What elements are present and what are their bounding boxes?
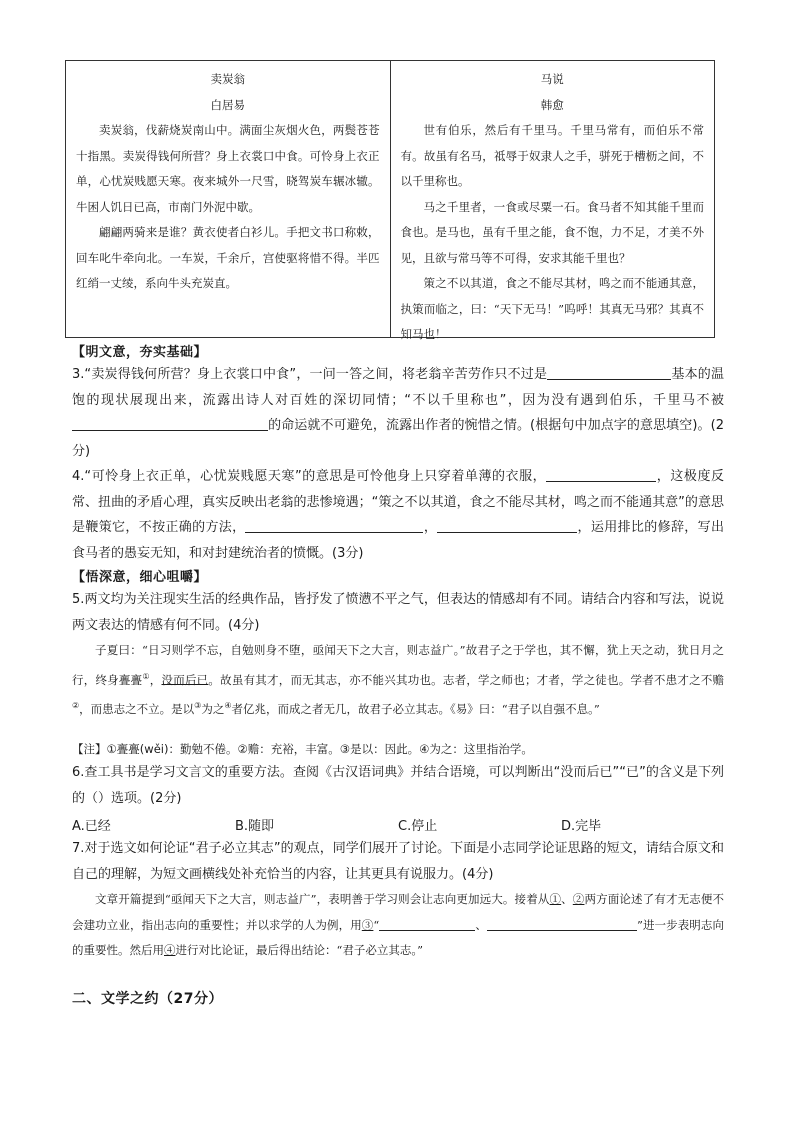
poem-mashuo bbox=[391, 61, 715, 341]
poem-author: 白居易 bbox=[210, 97, 245, 112]
passage-text: 为之 bbox=[201, 701, 225, 716]
answer-blank[interactable] bbox=[547, 365, 671, 380]
question-7-passage bbox=[72, 887, 724, 964]
option-a[interactable]: A.已经 bbox=[72, 819, 111, 834]
passage-text: 文章开篇提到“亟闻天下之大言，则志益广”，表明善于学习则会让志向更加远大。接着从 bbox=[95, 892, 550, 906]
answer-blank[interactable] bbox=[72, 416, 268, 431]
footnote-list: 【注】①亹亹(wěi)：勤勉不倦。②赡：充裕，丰富。③是以：因此。④为之：这里指治学。 bbox=[72, 742, 533, 756]
poem-author: 韩愈 bbox=[540, 97, 564, 112]
underlined-mark: ③ bbox=[361, 917, 374, 932]
passage-text: 。故虽有其才，而无其志，亦不能兴其功也。志者，学之师也；才者，学之徒也。学者不患才之不赡 bbox=[208, 672, 725, 687]
poem-paragraph: 策之不以其道，食之不能尽其材，鸣之而不能通其意，执策而临之，曰：“天下无马！”呜呼！其真无马邪？其真不知马也！ bbox=[400, 276, 704, 341]
question-text: ，运用排比的修辞，写出食马者的愚妄无知，和对封建统治者的愤慨。(3分) bbox=[72, 520, 724, 561]
poem-maitanweng bbox=[66, 61, 391, 337]
answer-blank[interactable] bbox=[487, 916, 637, 931]
passage-text: 子夏曰：“日习则学不忘，自勉则身不堕，亟闻天下之大言，则志益广。”故君子之于学也，其不懈，犹上天之动，犹日月之行，终身 bbox=[72, 643, 724, 687]
answer-blank[interactable] bbox=[546, 467, 656, 482]
answer-blank[interactable] bbox=[379, 916, 475, 931]
passage-text: 进行对比论证，最后得出结论：“君子必立其志。” bbox=[175, 943, 424, 957]
footnote-mark: ④ bbox=[224, 700, 232, 710]
question-text: 基本的温饱的现状展现出来，流露出诗人对百姓的深切同情；“不以千里称也”，因为没有遇到伯乐，千里马不被 bbox=[72, 367, 724, 408]
poem-title: 马说 bbox=[540, 72, 564, 86]
poem-paragraph: 世有伯乐，然后有千里马。千里马常有，而伯乐不常有。故虽有名马，祗辱于奴隶人之手，骈死于槽枥之间，不以千里称也。 bbox=[400, 123, 704, 188]
question-5: 5.两文均为关注现实生活的经典作品，皆抒发了愤懑不平之气，但表达的情感却有不同。请结合内容和写法，说说两文表达的情感有何不同。(4分) bbox=[72, 592, 724, 633]
option-b[interactable]: B.随即 bbox=[235, 819, 275, 834]
passage-text: ，而患志之不立。是以 bbox=[79, 701, 195, 716]
classical-passage bbox=[72, 638, 724, 722]
underlined-mark: ④ bbox=[164, 943, 176, 957]
question-text: 的命运就不可避免，流露出作者的惋惜之情。(根据句中加点字的意思填空)。(2分) bbox=[72, 418, 724, 459]
question-3 bbox=[72, 362, 724, 464]
underlined-mark: ② bbox=[572, 892, 585, 906]
passage-text: 者亿兆，而成之者无几，故君子必立其志。《易》曰：“君子以自强不息。” bbox=[231, 701, 600, 716]
question-text: 3.“卖炭得钱何所营？身上衣裳口中食”，一问一答之间，将老翁辛苦劳作只不过是 bbox=[72, 367, 548, 382]
question-6-options bbox=[72, 815, 724, 834]
passage-text: ， bbox=[149, 672, 162, 687]
option-d[interactable]: D.完毕 bbox=[561, 819, 602, 834]
option-c[interactable]: C.停止 bbox=[398, 819, 438, 834]
passage-text: 两方面论述了有才无志便不会建功立业，指出志向的重要性；并以求学的人为例，用 bbox=[72, 892, 725, 932]
underlined-phrase: 没而后已 bbox=[161, 672, 209, 687]
section-heading: 二、文学之约（27分） bbox=[72, 991, 223, 1007]
poem-table bbox=[65, 60, 715, 341]
answer-blank[interactable] bbox=[437, 518, 577, 533]
poem-paragraph: 卖炭翁，伐薪烧炭南山中。满面尘灰烟火色，两鬓苍苍十指黑。卖炭得钱何所营？身上衣裳口中食。可怜身上衣正单，心忧炭贱愿天寒。夜来城外一尺雪，晓驾炭车辗冰辙。牛困人饥日已高，市南门外泥中歇。 bbox=[76, 123, 380, 214]
passage-text: “ bbox=[373, 917, 380, 932]
passage-text: 亹亹 bbox=[118, 672, 143, 687]
question-6: 6.查工具书是学习文言文的重要方法。查阅《古汉语词典》并结合语境，可以判断出“没而后已”“已”的含义是下列的（）选项。(2分) bbox=[72, 765, 724, 806]
passage-text: ”进一步表明志向的重要性。然后用 bbox=[72, 917, 724, 957]
footnote-mark: ③ bbox=[194, 700, 202, 710]
poem-title: 卖炭翁 bbox=[210, 72, 245, 86]
question-text: ， bbox=[423, 520, 438, 535]
passage-text: 、 bbox=[561, 892, 573, 906]
underlined-mark: ① bbox=[549, 892, 562, 906]
answer-blank[interactable] bbox=[245, 518, 423, 533]
poem-paragraph: 翩翩两骑来是谁？黄衣使者白衫儿。手把文书口称敕，回车叱牛牵向北。一车炭，千余斤，宫使驱将惜不得。半匹红绡一丈绫，系向牛头充炭直。 bbox=[76, 225, 380, 290]
footnote-mark: ① bbox=[142, 671, 150, 681]
section-heading: 【悟深意，细心咀嚼】 bbox=[72, 570, 208, 585]
question-4 bbox=[72, 464, 724, 566]
question-text: 4.“可怜身上衣正单，心忧炭贱愿天寒”的意思是可怜他身上只穿着单薄的衣服， bbox=[72, 469, 547, 484]
question-7: 7.对于选文如何论证“君子必立其志”的观点，同学们展开了讨论。下面是小志同学论证思路的短文，请结合原文和自己的理解，为短文画横线处补充恰当的内容，让其更具有说服力。(4分) bbox=[72, 841, 724, 882]
poem-paragraph: 马之千里者，一食或尽粟一石。食马者不知其能千里而食也。是马也，虽有千里之能，食不饱，力不足，才美不外见，且欲与常马等不可得，安求其能千里也？ bbox=[400, 199, 704, 265]
question-text: ，这极度反常、扭曲的矛盾心理，真实反映出老翁的悲惨境遇；“策之不以其道，食之不能尽其材，鸣之而不能通其意”的意思是鞭策它，不按正确的方法， bbox=[72, 469, 724, 535]
section-heading: 【明文意，夯实基础】 bbox=[72, 345, 208, 360]
footnote-mark: ② bbox=[72, 700, 80, 710]
passage-text: 、 bbox=[475, 917, 487, 932]
